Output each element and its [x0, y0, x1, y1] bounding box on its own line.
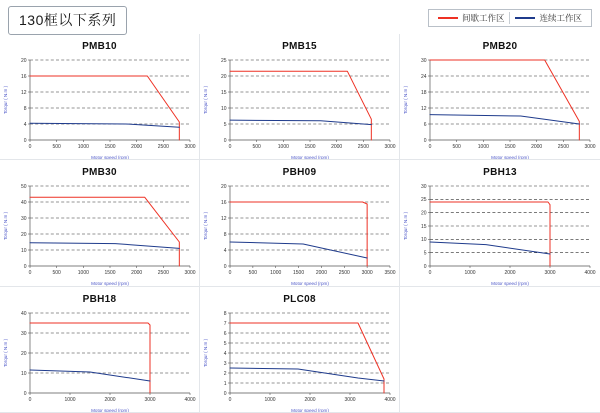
chart-title: PBH13: [483, 167, 517, 179]
svg-text:15: 15: [420, 224, 427, 231]
svg-text:2500: 2500: [557, 144, 569, 150]
svg-text:6: 6: [223, 330, 227, 337]
svg-text:3000: 3000: [384, 144, 396, 150]
svg-text:0: 0: [28, 144, 32, 150]
svg-text:Torqur ( N.m ): Torqur ( N.m ): [3, 338, 8, 367]
chart-cell-empty: [400, 287, 600, 413]
svg-text:30: 30: [20, 216, 27, 223]
svg-text:500: 500: [252, 144, 261, 150]
svg-text:12: 12: [420, 105, 427, 112]
plot-area: [200, 52, 400, 160]
svg-text:0: 0: [28, 270, 32, 277]
chart-plot-pmb30: [0, 178, 200, 286]
plot-area: [400, 52, 600, 160]
svg-text:2000: 2000: [304, 396, 316, 403]
svg-text:Motor speed (rpm): Motor speed (rpm): [291, 281, 329, 287]
svg-text:30: 30: [20, 330, 27, 337]
svg-text:3: 3: [223, 360, 227, 367]
svg-text:0: 0: [223, 390, 227, 397]
svg-text:2000: 2000: [531, 144, 543, 150]
plot-area: [200, 305, 400, 413]
svg-text:Motor speed (rpm): Motor speed (rpm): [291, 155, 329, 160]
svg-text:1000: 1000: [264, 396, 276, 403]
chart-cell-pbh09: [200, 160, 400, 286]
svg-text:Motor speed (rpm): Motor speed (rpm): [91, 407, 129, 413]
svg-text:0: 0: [423, 137, 427, 144]
svg-text:18: 18: [420, 89, 427, 96]
svg-text:1500: 1500: [504, 144, 516, 150]
plot-area: [200, 178, 400, 286]
svg-text:10: 10: [420, 237, 427, 244]
chart-cell-pmb15: [200, 34, 400, 160]
svg-text:50: 50: [20, 184, 27, 191]
svg-text:1500: 1500: [304, 144, 316, 150]
svg-text:25: 25: [420, 197, 427, 204]
svg-text:0: 0: [228, 144, 232, 150]
svg-text:16: 16: [20, 73, 27, 80]
svg-text:Torqur ( N.m ): Torqur ( N.m ): [3, 85, 8, 115]
svg-text:500: 500: [452, 144, 461, 150]
svg-text:Torqur ( N.m ): Torqur ( N.m ): [3, 212, 8, 241]
svg-text:6: 6: [423, 121, 427, 128]
svg-text:0: 0: [23, 137, 27, 144]
svg-text:8: 8: [23, 105, 27, 112]
chart-container: [400, 160, 600, 285]
svg-text:20: 20: [20, 57, 27, 64]
svg-text:2500: 2500: [338, 270, 350, 277]
svg-text:2000: 2000: [315, 270, 327, 277]
svg-text:Motor speed (rpm): Motor speed (rpm): [91, 281, 129, 287]
svg-text:30: 30: [420, 57, 427, 64]
svg-text:3000: 3000: [184, 270, 196, 277]
chart-plot-pbh13: [400, 178, 600, 286]
chart-title: PMB15: [282, 41, 317, 52]
svg-text:2: 2: [223, 370, 227, 377]
svg-text:4: 4: [223, 248, 227, 255]
svg-text:1000: 1000: [77, 144, 89, 150]
svg-text:0: 0: [23, 264, 27, 271]
svg-text:2500: 2500: [357, 144, 369, 150]
svg-text:2000: 2000: [131, 270, 143, 277]
svg-text:500: 500: [248, 270, 258, 277]
chart-title: PBH09: [282, 167, 317, 179]
svg-text:0: 0: [223, 137, 227, 144]
chart-container: [0, 160, 199, 285]
chart-grid: [0, 34, 600, 413]
legend: [428, 9, 592, 27]
chart-title: PMB20: [482, 41, 518, 52]
chart-plot-pmb20: [400, 52, 600, 160]
svg-text:4: 4: [223, 350, 227, 357]
svg-text:16: 16: [220, 200, 227, 207]
svg-text:2000: 2000: [131, 144, 143, 150]
legend-label-continuous: 连续工作区: [539, 13, 582, 23]
chart-cell-pbh13: [400, 160, 600, 286]
legend-item-intermittent: [433, 12, 510, 24]
chart-plot-pmb10: [0, 52, 200, 160]
svg-text:3000: 3000: [361, 270, 373, 277]
svg-text:Torqur ( N.m ): Torqur ( N.m ): [403, 85, 408, 115]
legend-swatch-intermittent: [438, 17, 458, 19]
chart-container: [400, 34, 600, 159]
svg-text:4: 4: [23, 121, 27, 128]
svg-text:20: 20: [220, 184, 227, 191]
svg-text:15: 15: [220, 89, 227, 96]
svg-text:10: 10: [20, 248, 27, 255]
svg-text:2500: 2500: [157, 144, 169, 150]
svg-text:4000: 4000: [584, 270, 596, 277]
svg-text:3500: 3500: [384, 270, 396, 277]
chart-cell-pbh18: [0, 287, 200, 413]
legend-swatch-continuous: [515, 17, 535, 19]
chart-title: PMB10: [82, 41, 117, 52]
svg-text:1000: 1000: [477, 144, 489, 150]
svg-text:24: 24: [420, 73, 427, 80]
chart-container: [200, 287, 399, 412]
svg-text:0: 0: [228, 270, 232, 277]
plot-area: [0, 52, 200, 160]
chart-container: [0, 287, 199, 412]
svg-text:4000: 4000: [384, 396, 396, 403]
legend-label-intermittent: 间歇工作区: [461, 13, 505, 23]
svg-text:3000: 3000: [544, 270, 556, 277]
svg-text:Motor speed (rpm): Motor speed (rpm): [491, 155, 529, 160]
chart-title: PBH18: [82, 293, 117, 305]
svg-text:12: 12: [220, 216, 227, 223]
svg-text:5: 5: [423, 250, 427, 257]
chart-cell-pmb10: [0, 34, 200, 160]
chart-plot-pbh09: [200, 178, 400, 286]
chart-title: PLC08: [283, 293, 316, 305]
svg-text:Torqur ( N.m ): Torqur ( N.m ): [203, 212, 208, 241]
plot-area: [0, 305, 200, 413]
svg-text:20: 20: [20, 350, 27, 357]
svg-text:5: 5: [223, 340, 227, 347]
chart-plot-pmb15: [200, 52, 400, 160]
header: [0, 0, 600, 34]
svg-text:7: 7: [223, 320, 227, 327]
chart-plot-plc08: [200, 305, 400, 413]
svg-text:2000: 2000: [331, 144, 343, 150]
svg-text:20: 20: [20, 232, 27, 239]
svg-text:12: 12: [20, 89, 27, 96]
svg-text:30: 30: [420, 184, 427, 191]
chart-cell-pmb20: [400, 34, 600, 160]
svg-text:3000: 3000: [144, 396, 156, 403]
chart-plot-pbh18: [0, 305, 200, 413]
svg-text:2000: 2000: [104, 396, 116, 403]
svg-text:Torqur ( N.m ): Torqur ( N.m ): [203, 338, 208, 367]
svg-text:2000: 2000: [504, 270, 516, 277]
svg-text:10: 10: [20, 370, 27, 377]
svg-text:2500: 2500: [157, 270, 169, 277]
svg-text:Motor speed (rpm): Motor speed (rpm): [491, 281, 529, 287]
svg-text:1: 1: [223, 380, 227, 387]
svg-text:0: 0: [228, 396, 232, 403]
svg-text:1000: 1000: [77, 270, 89, 277]
svg-text:4000: 4000: [184, 396, 196, 403]
chart-container: [0, 34, 199, 159]
svg-text:0: 0: [428, 144, 432, 150]
chart-title: PMB30: [82, 167, 117, 179]
page-title: 130框以下系列: [8, 6, 127, 35]
svg-text:0: 0: [223, 264, 227, 271]
svg-text:1500: 1500: [293, 270, 305, 277]
svg-text:1000: 1000: [464, 270, 476, 277]
svg-text:Motor speed (rpm): Motor speed (rpm): [291, 407, 329, 413]
svg-text:1000: 1000: [270, 270, 282, 277]
chart-container: [200, 34, 399, 159]
legend-item-continuous: [510, 12, 587, 24]
svg-text:8: 8: [223, 310, 227, 317]
svg-text:Torqur ( N.m ): Torqur ( N.m ): [403, 212, 408, 241]
svg-text:0: 0: [423, 264, 427, 271]
legend-box: [428, 9, 592, 27]
svg-text:1500: 1500: [104, 270, 116, 277]
chart-cell-pmb30: [0, 160, 200, 286]
svg-text:500: 500: [52, 144, 61, 150]
svg-text:Motor speed (rpm): Motor speed (rpm): [91, 155, 129, 160]
svg-text:3000: 3000: [184, 144, 196, 150]
plot-area: [400, 178, 600, 286]
svg-text:40: 40: [20, 310, 27, 317]
chart-cell-plc08: [200, 287, 400, 413]
svg-text:25: 25: [220, 57, 227, 64]
svg-text:0: 0: [428, 270, 432, 277]
svg-text:20: 20: [220, 73, 227, 80]
chart-container: [200, 160, 399, 285]
svg-text:20: 20: [420, 210, 427, 217]
svg-text:8: 8: [223, 232, 227, 239]
svg-text:40: 40: [20, 200, 27, 207]
svg-text:1000: 1000: [277, 144, 289, 150]
svg-text:500: 500: [52, 270, 61, 277]
svg-text:0: 0: [23, 390, 27, 397]
svg-text:3000: 3000: [584, 144, 596, 150]
svg-text:1000: 1000: [64, 396, 76, 403]
plot-area: [0, 178, 200, 286]
svg-text:0: 0: [28, 396, 32, 403]
svg-text:10: 10: [220, 105, 227, 112]
svg-text:3000: 3000: [344, 396, 356, 403]
svg-text:5: 5: [223, 121, 227, 128]
svg-text:Torqur ( N.m ): Torqur ( N.m ): [203, 85, 208, 115]
svg-text:1500: 1500: [104, 144, 116, 150]
